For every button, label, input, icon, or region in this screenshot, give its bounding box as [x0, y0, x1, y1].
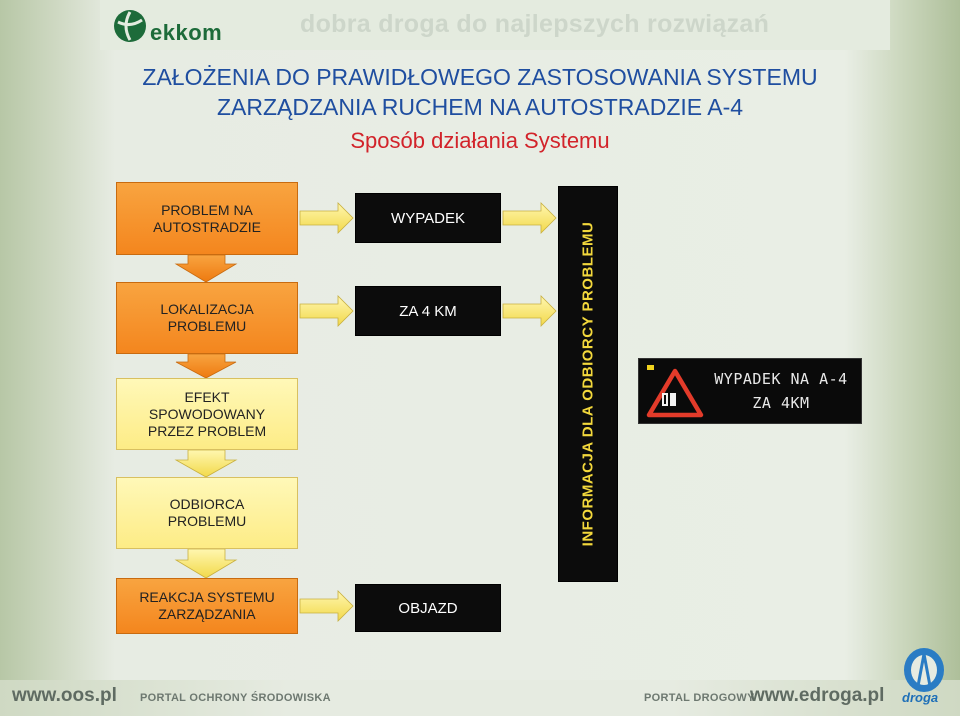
box-effect-line-1: EFEKT	[184, 388, 230, 405]
logo-text: ekkom	[150, 20, 223, 45]
right-arrow-2	[300, 296, 353, 326]
vms-line-2: ZA 4KM	[752, 394, 810, 412]
right-arrow-3	[300, 591, 353, 621]
box-problem-line-2: AUTOSTRADZIE	[153, 218, 261, 235]
down-arrow-1	[176, 255, 236, 282]
down-arrow-2	[176, 354, 236, 378]
box-detour	[355, 584, 501, 632]
footer-portal-left: PORTAL OCHRONY ŚRODOWISKA	[140, 692, 331, 704]
page-title-line-2: ZARZĄDZANIA RUCHEM NA AUTOSTRADZIE A-4	[216, 94, 744, 120]
footer-portal-right: PORTAL DROGOWY	[644, 692, 755, 704]
box-problem	[116, 182, 298, 255]
right-arrow-5	[503, 296, 556, 326]
box-reaction	[116, 578, 298, 634]
footer-link-edroga[interactable]: www.edroga.pl	[750, 685, 885, 706]
box-accident	[355, 193, 501, 243]
box-localization-line-1: LOKALIZACJA	[160, 301, 254, 317]
box-recipient-info	[558, 186, 618, 582]
droga-brand-text: droga	[902, 690, 939, 705]
page-subtitle: Sposób działania Systemu	[350, 128, 610, 153]
box-localization-line-2: PROBLEMU	[167, 318, 247, 334]
box-recipient-line-2: PROBLEMU	[167, 513, 247, 529]
box-accident-label: WYPADEK	[391, 209, 465, 227]
box-effect-line-2: SPOWODOWANY	[148, 405, 266, 422]
box-effect	[116, 378, 298, 450]
box-recipient-info-label: INFORMACJA DLA ODBIORCY PROBLEMU	[579, 221, 597, 547]
box-recipient-line-1: ODBIORCA	[169, 496, 245, 512]
down-arrow-3	[176, 450, 236, 477]
box-problem-line-1: PROBLEM NA	[161, 201, 253, 218]
box-localization	[116, 282, 298, 354]
right-arrow-4	[503, 203, 556, 233]
crash-car-icon	[661, 391, 679, 409]
box-distance-label: ZA 4 KM	[399, 302, 457, 320]
box-reaction-line-2: ZARZĄDZANIA	[158, 606, 256, 622]
variable-message-sign	[638, 358, 862, 424]
box-detour-label: OBJAZD	[398, 599, 458, 617]
down-arrow-4	[176, 549, 236, 578]
page-title-line-1: ZAŁOŻENIA DO PRAWIDŁOWEGO ZASTOSOWANIA SYSTEMU	[142, 64, 818, 90]
slogan: dobra droga do najlepszych rozwiązań	[300, 10, 770, 38]
footer-link-oos[interactable]: www.oos.pl	[12, 685, 117, 706]
box-distance	[355, 286, 501, 336]
vms-line-1: WYPADEK NA A-4	[714, 370, 848, 388]
right-arrow-1	[300, 203, 353, 233]
box-effect-line-3: PRZEZ PROBLEM	[147, 422, 267, 439]
box-reaction-line-1: REAKCJA SYSTEMU	[139, 589, 275, 605]
box-recipient	[116, 477, 298, 549]
